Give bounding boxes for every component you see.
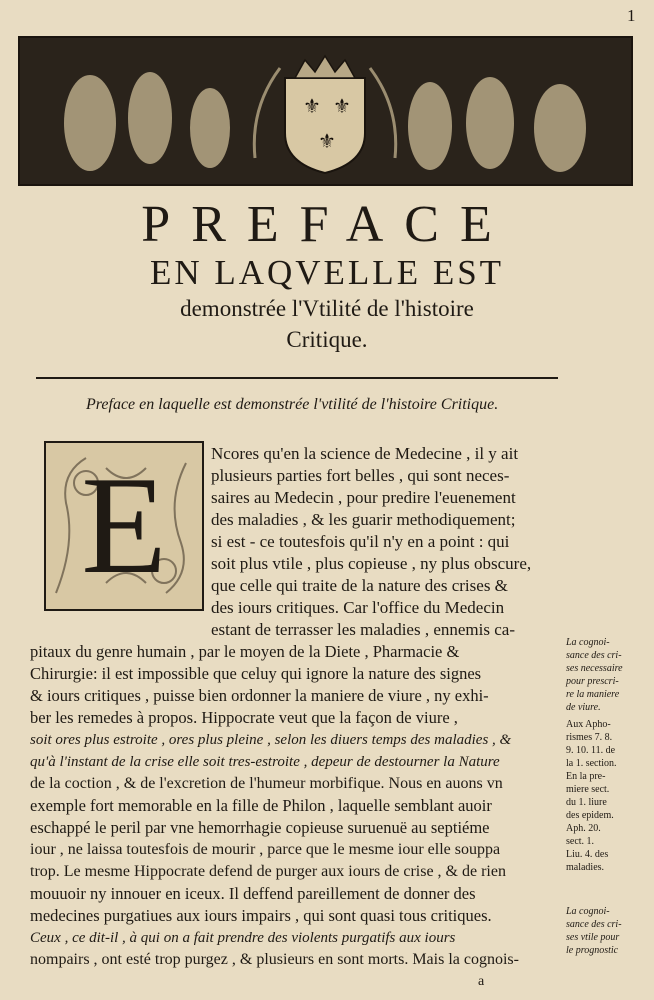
body-line: trop. Le mesme Hippocrate defend de purger aux iours de crise , & de rien <box>30 863 506 880</box>
margin-note-line: sance des cri- <box>566 919 622 930</box>
body-line: saires au Medecin , pour predire l'euenement <box>211 488 516 507</box>
title-preface: PREFACE <box>141 196 513 253</box>
margin-note-line: Aph. 20. <box>566 823 601 834</box>
body-line: Ncores qu'en la science de Medecine , il y ait <box>211 444 519 463</box>
body-line: des maladies , & les guarir methodiquement; <box>211 510 516 529</box>
margin-note-line: rismes 7. 8. <box>566 732 613 743</box>
body-line: soit plus vtile , plus copieuse , ny plus obscure, <box>211 554 532 573</box>
body-line: Chirurgie: il est impossible que celuy qui ignore la nature des signes <box>30 664 482 683</box>
body-line: iour , ne laissa toutesfois de mourir , parce que le mesme iour elle souppa <box>30 841 501 858</box>
horizontal-rule <box>36 377 558 379</box>
ornamental-initial <box>44 441 204 611</box>
body-line: pitaux du genre humain , par le moyen de la Diete , Pharmacie & <box>30 642 460 661</box>
body-line: de la coction , & de l'excretion de l'humeur morbifique. Nous en auons vn <box>30 775 503 792</box>
margin-note-line: des epidem. <box>566 810 614 821</box>
headpiece-engraving <box>20 38 631 184</box>
body-line: estant de terrasser les maladies , ennemis ca- <box>211 620 515 639</box>
title-subtitle: EN LAQVELLE EST <box>149 253 505 292</box>
margin-note-line: 9. 10. 11. de <box>566 745 616 756</box>
body-line: des iours critiques. Car l'office du Medecin <box>211 598 505 617</box>
body-line: si est - ce toutesfois qu'il n'y en a point : qui <box>211 532 510 551</box>
drop-cap-letter: E <box>81 448 167 603</box>
margin-note-line: En la pre- <box>566 771 606 782</box>
margin-note-line: Liu. 4. des <box>566 849 609 860</box>
body-line: plusieurs parties fort belles , qui sont neces- <box>211 466 510 485</box>
royal-coat-of-arms <box>285 56 365 173</box>
body-line: que celle qui traite de la nature des crises & <box>211 576 508 595</box>
body-line: & iours critiques , puisse bien ordonner la maniere de viure , ny exhi- <box>30 686 489 705</box>
margin-note-line: du 1. liure <box>566 797 607 808</box>
body-line: mouuoir ny innouer en iceux. Il deffend pareillement de donner des <box>30 884 476 903</box>
svg-text:⚜: ⚜ <box>303 94 321 118</box>
signature-mark: a <box>478 974 485 989</box>
section-heading: Preface en laquelle est demonstrée l'vtilité de l'histoire Critique. <box>86 396 499 413</box>
margin-note-line: de viure. <box>566 702 601 713</box>
body-line: nompairs , ont esté trop purgez , & plusieurs en sont morts. Mais la cognois- <box>30 951 519 968</box>
title-line-4: Critique. <box>286 327 368 352</box>
margin-note-line: miere sect. <box>566 784 610 795</box>
margin-note-line: le prognostic <box>566 945 619 956</box>
body-line: soit ores plus estroite , ores plus pleine , selon les diuers temps des maladies , & <box>30 732 512 748</box>
margin-note-line: ses necessaire <box>566 663 623 674</box>
page-number: 1 <box>627 6 636 25</box>
body-line: eschappé le peril par vne hemorrhagie copieuse suruenuë au septiéme <box>30 818 490 837</box>
svg-text:⚜: ⚜ <box>333 94 351 118</box>
margin-note-line: Aux Apho- <box>566 719 611 730</box>
body-line: Ceux , ce dit-il , à qui on a fait prendre des violents purgatifs aux iours <box>30 930 456 946</box>
body-line: ber les remedes à propos. Hippocrate veut que la façon de viure , <box>30 708 458 727</box>
svg-text:⚜: ⚜ <box>318 129 336 153</box>
body-line: exemple fort memorable en la fille de Philon , laquelle semblant auoir <box>30 796 492 815</box>
margin-note-line: sance des cri- <box>566 650 622 661</box>
margin-note-line: la 1. section. <box>566 758 617 769</box>
ornamental-headpiece <box>18 36 633 186</box>
title-line-3: demonstrée l'Vtilité de l'histoire <box>180 296 474 321</box>
margin-note-line: maladies. <box>566 862 605 873</box>
body-line: qu'à l'instant de la crise elle soit tres-estroite , depeur de destourner la Nature <box>30 754 500 770</box>
margin-note-line: ses vtile pour <box>566 932 620 943</box>
margin-note-line: sect. 1. <box>566 836 595 847</box>
body-line: medecines purgatiues aux iours impairs , qui sont quasi tous critiques. <box>30 906 492 925</box>
margin-note-line: La cognoi- <box>566 637 610 648</box>
margin-note-line: La cognoi- <box>566 906 610 917</box>
margin-note-line: pour prescri- <box>566 676 619 687</box>
margin-note-line: re la maniere <box>566 689 620 700</box>
